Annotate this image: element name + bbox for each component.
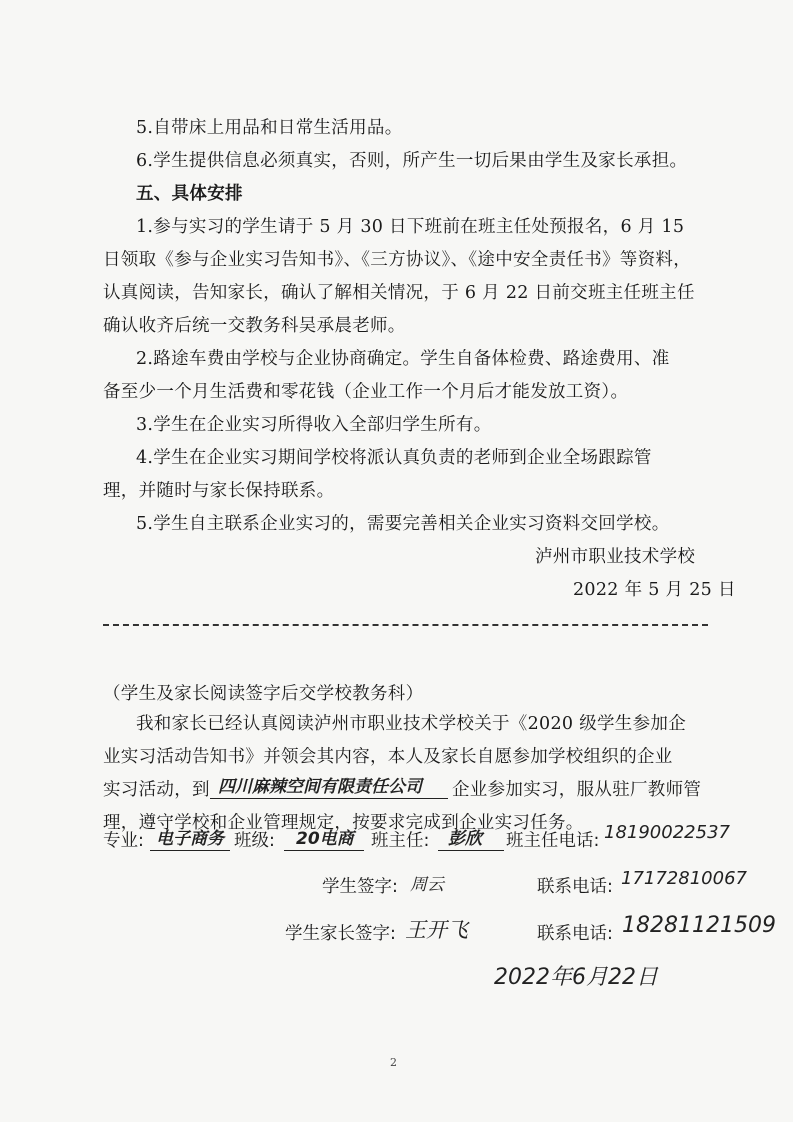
student-phone-handwritten: 17172810067 bbox=[621, 868, 747, 889]
parent-phone-label: 联系电话: bbox=[537, 924, 613, 944]
arrangement-2-line-1: 2.路途车费由学校与企业协商确定。学生自备体检费、路途费用、准 bbox=[136, 349, 670, 369]
company-name-handwritten: 四川麻辣空间有限责任公司 bbox=[218, 777, 422, 797]
signing-date-handwritten: 2022年6月22日 bbox=[494, 965, 658, 990]
arrangement-2-line-2: 备至少一个月生活费和零花钱（企业工作一个月后才能发放工资）。 bbox=[103, 382, 629, 402]
arrangement-5: 5.学生自主联系企业实习的，需要完善相关企业实习资料交回学校。 bbox=[136, 514, 670, 534]
arrangement-1-line-2: 日领取《参与企业实习告知书》、《三方协议》、《途中安全责任书》等资料， bbox=[103, 250, 691, 270]
teacher-phone-label: 班主任电话: bbox=[506, 831, 600, 851]
company-fill-line bbox=[210, 798, 448, 799]
slip-para-line-2: 业实习活动告知书》并领会其内容，本人及家长自愿参加学校组织的企业 bbox=[103, 747, 673, 767]
arrangement-1-line-3: 认真阅读，告知家长，确认了解相关情况，于 6 月 22 日前交班主任班主任 bbox=[103, 283, 695, 303]
cut-line-divider bbox=[103, 624, 708, 626]
slip-title: （学生及家长阅读签字后交学校教务科） bbox=[103, 684, 424, 704]
teacher-phone-handwritten: 18190022537 bbox=[604, 822, 730, 843]
teacher-handwritten: 彭欣 bbox=[448, 829, 482, 849]
slip-para-line-3b: 企业参加实习，服从驻厂教师管 bbox=[452, 780, 702, 800]
major-handwritten: 电子商务 bbox=[156, 829, 224, 849]
arrangement-1-line-1: 1.参与实习的学生请于 5 月 30 日下班前在班主任处预报名，6 月 15 bbox=[136, 217, 685, 237]
major-fill-line bbox=[150, 850, 230, 851]
class-label: 班级: bbox=[234, 831, 275, 851]
arrangement-1-line-4: 确认收齐后统一交教务科吴承晨老师。 bbox=[103, 316, 406, 336]
section-heading-arrangements: 五、具体安排 bbox=[136, 184, 243, 204]
parent-sign-label: 学生家长签字: bbox=[285, 924, 396, 944]
arrangement-4-line-2: 理，并随时与家长保持联系。 bbox=[103, 481, 335, 501]
arrangement-4-line-1: 4.学生在企业实习期间学校将派认真负责的老师到企业全场跟踪管 bbox=[136, 448, 652, 468]
item-6-truthful-info: 6.学生提供信息必须真实，否则，所产生一切后果由学生及家长承担。 bbox=[136, 151, 688, 171]
issuing-organization: 泸州市职业技术学校 bbox=[535, 547, 696, 567]
teacher-fill-line bbox=[438, 850, 504, 851]
item-5-bedding: 5.自带床上用品和日常生活用品。 bbox=[136, 118, 403, 138]
major-label: 专业: bbox=[103, 831, 144, 851]
slip-para-line-4: 理，遵守学校和企业管理规定，按要求完成到企业实习任务。 bbox=[103, 813, 584, 833]
student-phone-label: 联系电话: bbox=[537, 877, 613, 897]
page-number: 2 bbox=[390, 1056, 397, 1069]
issue-date: 2022 年 5 月 25 日 bbox=[573, 580, 736, 600]
class-handwritten: 20电商 bbox=[296, 829, 354, 849]
teacher-label: 班主任: bbox=[371, 831, 430, 851]
class-fill-line bbox=[284, 850, 364, 851]
student-sign-label: 学生签字: bbox=[322, 877, 398, 897]
student-signature: 周云 bbox=[410, 875, 444, 895]
arrangement-3: 3.学生在企业实习所得收入全部归学生所有。 bbox=[136, 415, 492, 435]
parent-phone-handwritten: 18281121509 bbox=[622, 913, 776, 938]
slip-para-line-1: 我和家长已经认真阅读泸州市职业技术学校关于《2020 级学生参加企 bbox=[136, 714, 686, 734]
parent-signature: 王开飞 bbox=[405, 918, 468, 942]
slip-para-line-3a: 实习活动，到 bbox=[103, 780, 210, 800]
